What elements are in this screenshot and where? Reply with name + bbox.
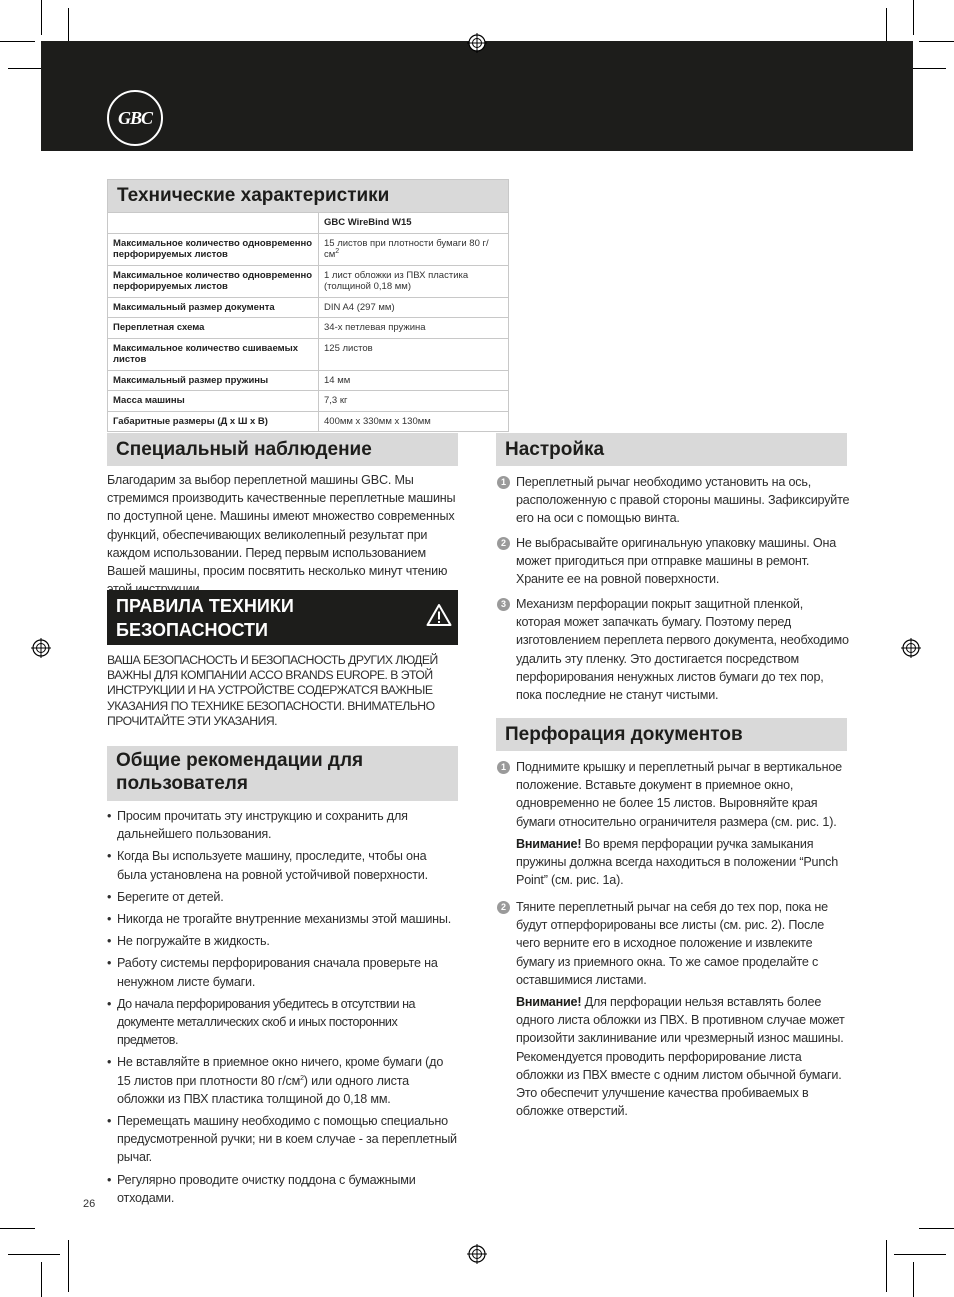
setup-step-text: Переплетный рычаг необходимо установить на ось, расположенную с правой стороны машины. Зафиксируйте его на оси с помощью винта. [516, 475, 850, 526]
list-item: • Перемещать машину необходимо с помощью специально предусмотренной ручки; ни в коем случае - за переплетный рычаг. [107, 1112, 459, 1167]
general-heading-line2: пользователя [116, 773, 248, 794]
general-list-wrap [107, 807, 459, 1211]
spec-label: Переплетная схема [108, 318, 319, 339]
crop-mark [894, 1254, 946, 1255]
list-item: • Работу системы перфорирования сначала проверьте на ненужном листе бумаги. [107, 954, 459, 990]
registration-mark-icon [31, 638, 51, 658]
crop-mark [8, 1254, 60, 1255]
spec-value: 7,3 кг [319, 391, 509, 412]
setup-step-text: Не выбрасывайте оригинальную упаковку машины. Она может пригодиться при отправке машины в ремонт. Храните ее на ровной поверхности. [516, 536, 837, 587]
note-label: Внимание! [516, 995, 582, 1010]
general-list [107, 807, 459, 1207]
crop-mark [886, 1240, 887, 1292]
registration-mark-icon [901, 638, 921, 658]
column-header: GBC WireBind W15 [319, 213, 509, 234]
header-bar [41, 41, 913, 151]
crop-mark [913, 1262, 914, 1297]
crop-mark [41, 0, 42, 35]
spec-label: Максимальное количество сшиваемых листов [108, 338, 319, 370]
list-item-text: ) или одного листа обложки из ПВХ пластика толщиной до 0,18 мм. [117, 1073, 409, 1106]
table-row [108, 411, 508, 431]
table-row [108, 318, 508, 339]
crop-mark [41, 1262, 42, 1297]
spec-label: Максимальный размер документа [108, 297, 319, 318]
spec-value-text: 15 листов при плотности бумаги 80 г/см [324, 237, 489, 260]
step-number-badge: 2 [497, 901, 510, 914]
spec-label: Габаритные размеры (Д х Ш х В) [108, 411, 319, 431]
note-text: Во время перфорации ручка замыкания пружины должна всегда находиться в положении “Punch Point” (см. рис. 1a). [516, 836, 839, 888]
registration-mark-icon [467, 1244, 487, 1264]
table-row [108, 233, 508, 265]
spec-title: Технические характеристики [108, 180, 508, 212]
spec-value: 34-х петлевая пружина [319, 318, 509, 339]
spec-value: DIN A4 (297 мм) [319, 297, 509, 318]
punch-step [516, 758, 850, 889]
special-heading: Специальный наблюдение [107, 433, 458, 466]
table-row [108, 213, 508, 234]
step-number-badge: 1 [497, 761, 510, 774]
list-item: • До начала перфорирования убедитесь в отсутствии на документе металлических скоб и иных посторонних предметов. [107, 995, 459, 1050]
setup-heading: Настройка [496, 433, 847, 466]
punch-step [516, 898, 850, 1120]
step-number-badge: 3 [497, 598, 510, 611]
table-row [108, 370, 508, 391]
spec-label: Максимальное количество одновременно перфорируемых листов [108, 233, 319, 265]
spec-table-panel [107, 179, 509, 432]
spec-label: Масса машины [108, 391, 319, 412]
note-text: Для перфорации нельзя вставлять более одного листа обложки из ПВХ. В противном случае может произойти заклинивание или чрезмерный износ машины. Рекомендуется проводить перфорирование листа обложки из ПВХ вместе с одним листом обычной бумаги. Это обеспечит улучшение качества пробиваемых в обложке отверстий. [516, 995, 845, 1119]
list-item: • Никогда не трогайте внутренние механизмы этой машины. [107, 910, 459, 928]
registration-mark-icon [467, 33, 487, 53]
warning-triangle-icon [426, 603, 452, 627]
list-item: • Регулярно проводите очистку поддона с бумажными отходами. [107, 1171, 459, 1207]
crop-mark [68, 1240, 69, 1292]
list-item: • Просим прочитать эту инструкцию и сохранить для дальнейшего пользования. [107, 807, 459, 843]
spec-value: 14 мм [319, 370, 509, 391]
list-item: • Не погружайте в жидкость. [107, 932, 459, 950]
gbc-logo [107, 90, 163, 146]
list-item: • Берегите от детей. [107, 888, 459, 906]
safety-text: ВАША БЕЗОПАСНОСТЬ И БЕЗОПАСНОСТЬ ДРУГИХ ЛЮДЕЙ ВАЖНЫ ДЛЯ КОМПАНИИ ACCO BRANDS EUROPE. В ЭТОЙ ИНСТРУКЦИИ И НА УСТРОЙСТВЕ СОДЕРЖАТСЯ ВАЖНЫЕ УКАЗАНИЯ ПО ТЕХНИКЕ БЕЗОПАСНОСТИ. ВНИМАТЕЛЬНО ПРОЧИТАЙТЕ ЭТИ УКАЗАНИЯ. [107, 653, 438, 728]
spec-label: Максимальное количество одновременно перфорируемых листов [108, 265, 319, 297]
spec-value: 400мм x 330мм x 130мм [319, 411, 509, 431]
safety-heading [107, 590, 458, 645]
list-item [107, 1053, 459, 1108]
setup-step-text: Механизм перфорации покрыт защитной пленкой, которая может запачкать бумагу. Поэтому перед изготовлением переплета первого документа, необходимо удалить эту пленку. Это достигается посредством перфорирования ненужных листов бумаги до тех пор, пока последние не станут чистыми. [516, 597, 849, 703]
crop-mark [913, 0, 914, 35]
special-text: Благодарим за выбор переплетной машины GBC. Мы стремимся производить качественные переплетные машины по доступной цене. Машины имеют множество современных функций, обеспечивающих великолепный результат при каждом использовании. Перед первым использованием Вашей машины, просим посвятить несколько минут чтению [107, 473, 456, 579]
step-number-badge: 1 [497, 476, 510, 489]
crop-mark [919, 41, 954, 42]
spec-label: Максимальный размер пружины [108, 370, 319, 391]
note-label: Внимание! [516, 836, 582, 851]
table-row [108, 265, 508, 297]
general-heading-line1: Общие рекомендации для [116, 750, 364, 771]
safety-heading-line1: ПРАВИЛА ТЕХНИКИ [116, 596, 294, 616]
crop-mark [0, 41, 35, 42]
punch-heading: Перфорация документов [496, 718, 847, 751]
table-cell [108, 213, 319, 234]
spec-value: 125 листов [319, 338, 509, 370]
safety-heading-line2: БЕЗОПАСНОСТИ [116, 620, 268, 640]
crop-mark [0, 1228, 35, 1229]
table-row [108, 297, 508, 318]
table-row [108, 338, 508, 370]
punch-step-text: Поднимите крышку и переплетный рычаг в вертикальное положение. Вставьте документ в приемное окно, одновременно не более 15 листов. Выровняйте края бумаги относительно ограничителя размера (см. рис. 1). [516, 760, 842, 829]
punch-step-note [516, 835, 850, 890]
table-row [108, 391, 508, 412]
page-number: 26 [83, 1198, 96, 1210]
superscript: 2 [335, 247, 340, 255]
list-item-text: Не вставляйте в приемное окно ничего, кроме бумаги (до 15 листов при плотности 80 г/см [117, 1055, 444, 1088]
logo-text: GBC [117, 107, 152, 128]
punch-step-note [516, 993, 850, 1120]
spec-value [319, 233, 509, 265]
spec-table [108, 212, 508, 431]
superscript: 2 [300, 1074, 304, 1082]
spec-value: 1 лист обложки из ПВХ пластика (толщиной 0,18 мм) [319, 265, 509, 297]
punch-step-text: Тяните переплетный рычаг на себя до тех пор, пока не будут отперфорированы все листы (см. рис. 2). После чего верните его в исходное положение и извлеките бумагу из приемного окна. То же самое проделайте с оставшимися листами. [516, 900, 828, 987]
general-heading [107, 746, 458, 801]
list-item: • Когда Вы используете машину, проследите, чтобы она была установлена на ровной устойчивой поверхности. [107, 847, 459, 883]
step-number-badge: 2 [497, 537, 510, 550]
crop-mark [919, 1228, 954, 1229]
